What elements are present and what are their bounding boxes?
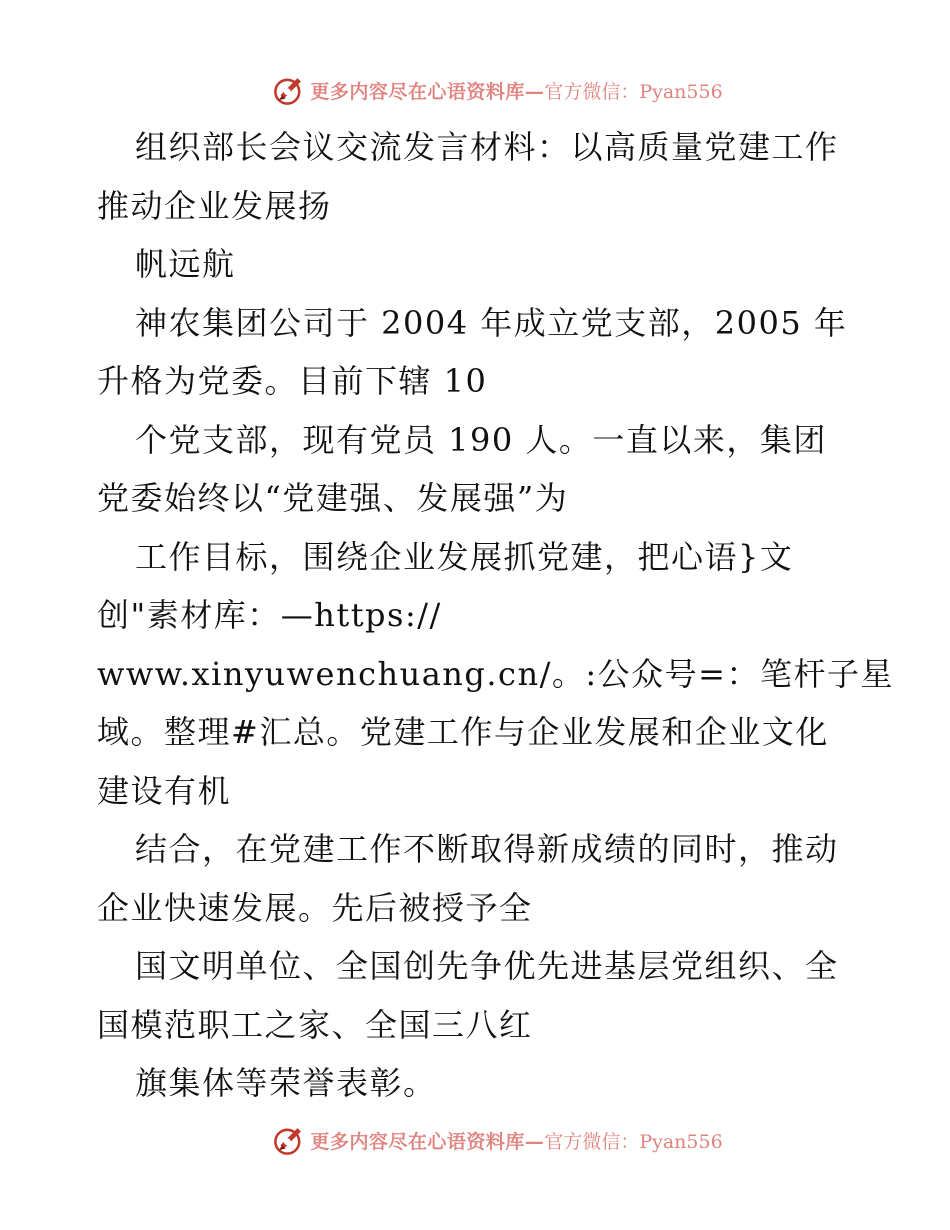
paragraph-line: www.xinyuwenchuang.cn/。:公众号=：笔杆子星 (97, 654, 894, 693)
banner-text: 更多内容尽在心语资料库— (310, 80, 545, 103)
paragraph-line: 创"素材库：—https:// (97, 596, 442, 634)
footer-banner (0, 1120, 950, 1160)
paragraph-line: 党委始终以“党建强、发展强”为 (97, 479, 569, 517)
paragraph-line: 国文明单位、全国创先争优先进基层党组织、全 (135, 947, 839, 985)
paragraph-line: 升格为党委。目前下辖 10 (97, 362, 488, 400)
paragraph-line: 旗集体等荣誉表彰。 (135, 1064, 437, 1102)
paragraph-line: 建设有机 (97, 771, 232, 810)
paragraph-line: 个党支部，现有党员 190 人。一直以来，集团 (135, 420, 827, 459)
paragraph-line: 推动企业发展扬 (97, 186, 332, 225)
paragraph-line: 神农集团公司于 2004 年成立党支部，2005 年 (135, 303, 848, 342)
footer-banner-inner (272, 1123, 722, 1157)
document-body (97, 118, 894, 1113)
paragraph-line: 帆远航 (135, 245, 236, 283)
banner-contact: 官方微信：Pyan556 (544, 1130, 723, 1153)
banner-text: 更多内容尽在心语资料库— (310, 1130, 545, 1153)
paragraph-line: 企业快速发展。先后被授予全 (97, 888, 533, 927)
header-banner (0, 70, 950, 110)
paragraph-line: 域。整理#汇总。党建工作与企业发展和企业文化 (97, 713, 829, 751)
paragraph-line: 国模范职工之家、全国三八红 (97, 1005, 533, 1044)
header-banner-inner (272, 73, 722, 107)
paragraph-line: 工作目标，围绕企业发展抓党建，把心语}文 (135, 537, 794, 576)
banner-contact: 官方微信：Pyan556 (544, 80, 723, 103)
quill-pen-logo-icon (272, 1123, 306, 1157)
quill-pen-logo-icon (272, 73, 306, 107)
paragraph-line: 结合，在党建工作不断取得新成绩的同时，推动 (135, 830, 839, 868)
paragraph-line: 组织部长会议交流发言材料：以高质量党建工作 (135, 128, 839, 166)
